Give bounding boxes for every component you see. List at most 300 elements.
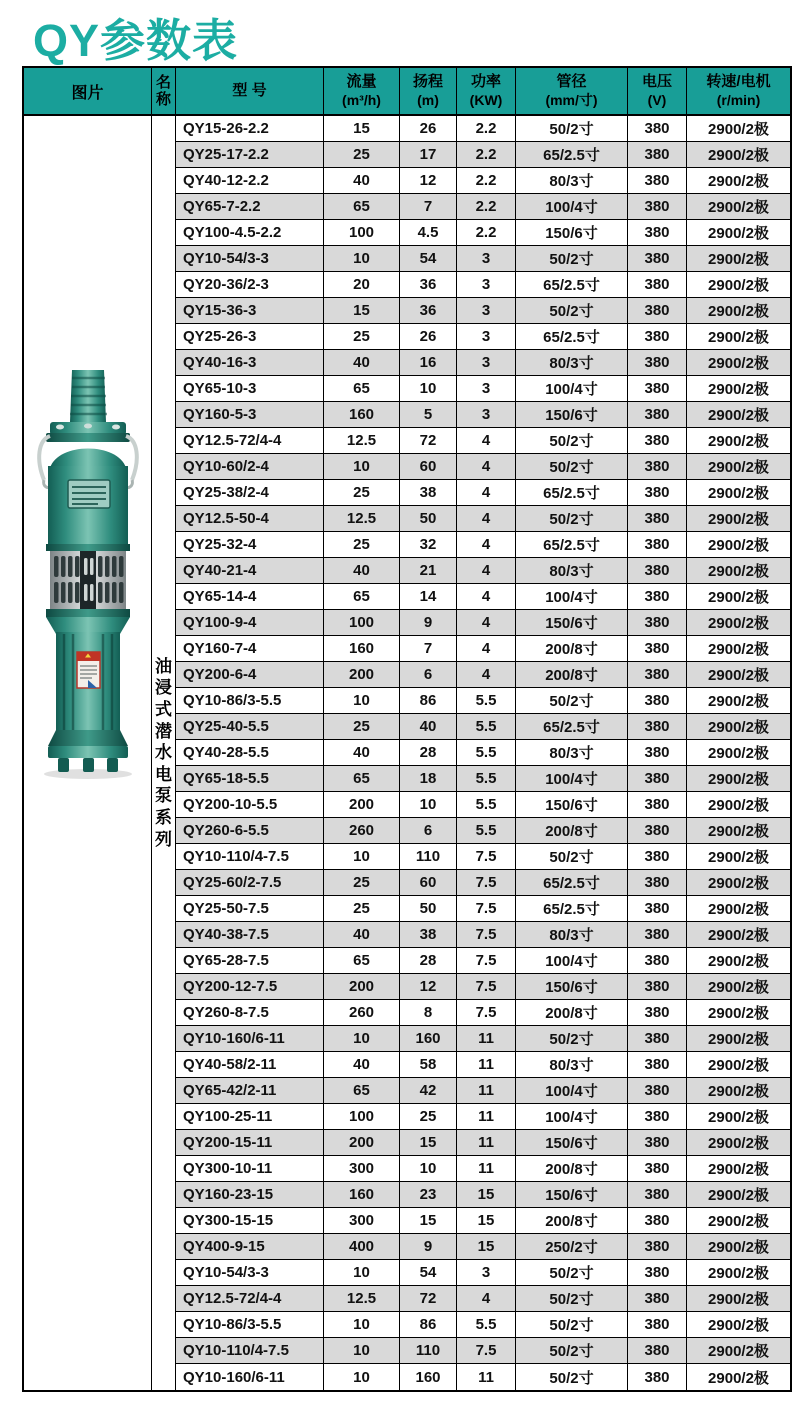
cell-speed: 2900/2极 — [687, 1026, 790, 1052]
cell-diameter: 50/2寸 — [516, 506, 628, 532]
cell-flow: 65 — [324, 584, 400, 610]
cell-model: QY100-25-11 — [176, 1104, 324, 1130]
cell-model: QY40-58/2-11 — [176, 1052, 324, 1078]
cell-flow: 65 — [324, 766, 400, 792]
cell-speed: 2900/2极 — [687, 714, 790, 740]
cell-voltage: 380 — [628, 792, 687, 818]
header-name-label: 名称 — [155, 73, 171, 108]
cell-power: 4 — [457, 532, 516, 558]
cell-flow: 25 — [324, 532, 400, 558]
cell-voltage: 380 — [628, 246, 687, 272]
cell-flow: 15 — [324, 298, 400, 324]
cell-model: QY25-17-2.2 — [176, 142, 324, 168]
cell-speed: 2900/2极 — [687, 922, 790, 948]
cell-flow: 300 — [324, 1208, 400, 1234]
cell-power: 4 — [457, 662, 516, 688]
table-row — [176, 324, 790, 350]
header-speed: 转速/电机 (r/min) — [687, 68, 790, 116]
cell-voltage: 380 — [628, 1000, 687, 1026]
cell-speed: 2900/2极 — [687, 1364, 790, 1390]
cell-power: 15 — [457, 1234, 516, 1260]
header-voltage: 电压 (V) — [628, 68, 687, 116]
cell-power: 15 — [457, 1182, 516, 1208]
cell-power: 5.5 — [457, 1312, 516, 1338]
cell-voltage: 380 — [628, 1026, 687, 1052]
cell-flow: 25 — [324, 714, 400, 740]
cell-head: 9 — [400, 1234, 457, 1260]
cell-model: QY65-14-4 — [176, 584, 324, 610]
table-row — [176, 116, 790, 142]
cell-flow: 25 — [324, 142, 400, 168]
cell-power: 11 — [457, 1026, 516, 1052]
cell-model: QY12.5-72/4-4 — [176, 428, 324, 454]
cell-voltage: 380 — [628, 948, 687, 974]
cell-speed: 2900/2极 — [687, 428, 790, 454]
cell-model: QY25-26-3 — [176, 324, 324, 350]
cell-power: 15 — [457, 1208, 516, 1234]
cell-diameter: 50/2寸 — [516, 1260, 628, 1286]
cell-voltage: 380 — [628, 688, 687, 714]
cell-voltage: 380 — [628, 1208, 687, 1234]
cell-model: QY40-12-2.2 — [176, 168, 324, 194]
cell-voltage: 380 — [628, 610, 687, 636]
table-row — [176, 142, 790, 168]
table-row — [176, 740, 790, 766]
cell-diameter: 150/6寸 — [516, 220, 628, 246]
cell-speed: 2900/2极 — [687, 584, 790, 610]
cell-speed: 2900/2极 — [687, 142, 790, 168]
cell-power: 2.2 — [457, 220, 516, 246]
cell-voltage: 380 — [628, 1156, 687, 1182]
cell-diameter: 100/4寸 — [516, 584, 628, 610]
cell-flow: 100 — [324, 1104, 400, 1130]
cell-flow: 160 — [324, 402, 400, 428]
cell-power: 4 — [457, 506, 516, 532]
table-row — [176, 922, 790, 948]
cell-voltage: 380 — [628, 168, 687, 194]
table-row — [176, 948, 790, 974]
cell-power: 5.5 — [457, 688, 516, 714]
cell-power: 11 — [457, 1104, 516, 1130]
cell-speed: 2900/2极 — [687, 1182, 790, 1208]
cell-speed: 2900/2极 — [687, 1052, 790, 1078]
picture-cell — [24, 116, 151, 1390]
header-model: 型 号 — [176, 68, 324, 116]
cell-diameter: 80/3寸 — [516, 558, 628, 584]
cell-power: 2.2 — [457, 194, 516, 220]
cell-speed: 2900/2极 — [687, 818, 790, 844]
cell-power: 5.5 — [457, 766, 516, 792]
cell-flow: 10 — [324, 454, 400, 480]
cell-diameter: 100/4寸 — [516, 766, 628, 792]
cell-model: QY10-54/3-3 — [176, 246, 324, 272]
cell-speed: 2900/2极 — [687, 1130, 790, 1156]
cell-power: 11 — [457, 1156, 516, 1182]
cell-flow: 15 — [324, 116, 400, 142]
cell-speed: 2900/2极 — [687, 610, 790, 636]
header-power: 功率 (KW) — [457, 68, 516, 116]
table-row — [176, 584, 790, 610]
cell-head: 32 — [400, 532, 457, 558]
cell-model: QY10-60/2-4 — [176, 454, 324, 480]
cell-head: 40 — [400, 714, 457, 740]
cell-model: QY260-8-7.5 — [176, 1000, 324, 1026]
cell-flow: 10 — [324, 844, 400, 870]
cell-model: QY100-4.5-2.2 — [176, 220, 324, 246]
cell-diameter: 80/3寸 — [516, 168, 628, 194]
cell-model: QY40-38-7.5 — [176, 922, 324, 948]
cell-flow: 20 — [324, 272, 400, 298]
table-row — [176, 974, 790, 1000]
table-row — [176, 1182, 790, 1208]
cell-diameter: 200/8寸 — [516, 1000, 628, 1026]
cell-voltage: 380 — [628, 142, 687, 168]
cell-head: 15 — [400, 1208, 457, 1234]
cell-flow: 65 — [324, 1078, 400, 1104]
cell-head: 26 — [400, 324, 457, 350]
cell-head: 7 — [400, 194, 457, 220]
table-row — [176, 272, 790, 298]
cell-speed: 2900/2极 — [687, 948, 790, 974]
cell-head: 6 — [400, 818, 457, 844]
cell-model: QY160-5-3 — [176, 402, 324, 428]
cell-speed: 2900/2极 — [687, 194, 790, 220]
cell-power: 2.2 — [457, 116, 516, 142]
cell-power: 7.5 — [457, 922, 516, 948]
cell-voltage: 380 — [628, 766, 687, 792]
cell-voltage: 380 — [628, 1338, 687, 1364]
cell-power: 7.5 — [457, 974, 516, 1000]
cell-power: 11 — [457, 1078, 516, 1104]
cell-diameter: 100/4寸 — [516, 1078, 628, 1104]
cell-diameter: 150/6寸 — [516, 974, 628, 1000]
cell-head: 72 — [400, 428, 457, 454]
cell-power: 5.5 — [457, 792, 516, 818]
table-row — [176, 1156, 790, 1182]
cell-diameter: 100/4寸 — [516, 1104, 628, 1130]
table-rows — [176, 116, 790, 1390]
cell-power: 2.2 — [457, 142, 516, 168]
cell-head: 16 — [400, 350, 457, 376]
table-row — [176, 532, 790, 558]
cell-power: 4 — [457, 1286, 516, 1312]
cell-power: 11 — [457, 1364, 516, 1390]
cell-model: QY400-9-15 — [176, 1234, 324, 1260]
table-row — [176, 636, 790, 662]
cell-speed: 2900/2极 — [687, 1260, 790, 1286]
cell-diameter: 50/2寸 — [516, 1364, 628, 1390]
page-title: QY参数表 — [33, 15, 239, 66]
cell-diameter: 80/3寸 — [516, 740, 628, 766]
cell-model: QY10-54/3-3 — [176, 1260, 324, 1286]
cell-voltage: 380 — [628, 324, 687, 350]
cell-speed: 2900/2极 — [687, 740, 790, 766]
cell-flow: 40 — [324, 922, 400, 948]
cell-model: QY10-160/6-11 — [176, 1026, 324, 1052]
cell-model: QY260-6-5.5 — [176, 818, 324, 844]
cell-model: QY65-18-5.5 — [176, 766, 324, 792]
cell-flow: 12.5 — [324, 428, 400, 454]
cell-power: 3 — [457, 246, 516, 272]
cell-voltage: 380 — [628, 298, 687, 324]
cell-diameter: 80/3寸 — [516, 922, 628, 948]
cell-diameter: 50/2寸 — [516, 246, 628, 272]
cell-head: 8 — [400, 1000, 457, 1026]
cell-voltage: 380 — [628, 974, 687, 1000]
cell-speed: 2900/2极 — [687, 1234, 790, 1260]
cell-model: QY100-9-4 — [176, 610, 324, 636]
cell-model: QY160-23-15 — [176, 1182, 324, 1208]
cell-voltage: 380 — [628, 1104, 687, 1130]
cell-head: 86 — [400, 688, 457, 714]
cell-voltage: 380 — [628, 532, 687, 558]
cell-head: 54 — [400, 1260, 457, 1286]
table-row — [176, 1338, 790, 1364]
table-row — [176, 194, 790, 220]
cell-voltage: 380 — [628, 1286, 687, 1312]
cell-head: 38 — [400, 480, 457, 506]
cell-speed: 2900/2极 — [687, 298, 790, 324]
cell-flow: 65 — [324, 194, 400, 220]
table-row — [176, 1026, 790, 1052]
cell-model: QY20-36/2-3 — [176, 272, 324, 298]
table-header-row — [176, 68, 790, 116]
parameter-table — [22, 66, 792, 1392]
table-row — [176, 688, 790, 714]
cell-flow: 10 — [324, 1338, 400, 1364]
cell-flow: 300 — [324, 1156, 400, 1182]
cell-speed: 2900/2极 — [687, 766, 790, 792]
series-name-vertical-label: 油浸式潜水电泵系列 — [155, 656, 172, 849]
cell-power: 4 — [457, 610, 516, 636]
cell-diameter: 65/2.5寸 — [516, 142, 628, 168]
cell-flow: 100 — [324, 220, 400, 246]
cell-head: 28 — [400, 740, 457, 766]
cell-model: QY25-60/2-7.5 — [176, 870, 324, 896]
cell-speed: 2900/2极 — [687, 350, 790, 376]
cell-model: QY65-10-3 — [176, 376, 324, 402]
name-column — [152, 68, 176, 1390]
cell-power: 3 — [457, 402, 516, 428]
cell-power: 4 — [457, 480, 516, 506]
cell-head: 50 — [400, 506, 457, 532]
table-row — [176, 1000, 790, 1026]
cell-head: 60 — [400, 870, 457, 896]
cell-head: 5 — [400, 402, 457, 428]
cell-power: 11 — [457, 1052, 516, 1078]
cell-speed: 2900/2极 — [687, 636, 790, 662]
table-row — [176, 1364, 790, 1390]
cell-diameter: 50/2寸 — [516, 116, 628, 142]
cell-power: 11 — [457, 1130, 516, 1156]
table-row — [176, 870, 790, 896]
cell-diameter: 65/2.5寸 — [516, 532, 628, 558]
cell-head: 26 — [400, 116, 457, 142]
cell-flow: 10 — [324, 1026, 400, 1052]
data-column — [176, 68, 790, 1390]
table-row — [176, 714, 790, 740]
cell-model: QY200-6-4 — [176, 662, 324, 688]
cell-voltage: 380 — [628, 714, 687, 740]
cell-flow: 40 — [324, 740, 400, 766]
cell-power: 3 — [457, 324, 516, 350]
cell-model: QY10-86/3-5.5 — [176, 688, 324, 714]
cell-speed: 2900/2极 — [687, 870, 790, 896]
cell-head: 110 — [400, 844, 457, 870]
cell-flow: 40 — [324, 1052, 400, 1078]
cell-voltage: 380 — [628, 350, 687, 376]
cell-model: QY10-86/3-5.5 — [176, 1312, 324, 1338]
cell-model: QY200-15-11 — [176, 1130, 324, 1156]
cell-model: QY200-12-7.5 — [176, 974, 324, 1000]
cell-diameter: 200/8寸 — [516, 1156, 628, 1182]
table-row — [176, 246, 790, 272]
cell-power: 3 — [457, 350, 516, 376]
table-row — [176, 298, 790, 324]
cell-diameter: 200/8寸 — [516, 1208, 628, 1234]
cell-head: 42 — [400, 1078, 457, 1104]
cell-power: 4 — [457, 428, 516, 454]
cell-voltage: 380 — [628, 116, 687, 142]
cell-flow: 25 — [324, 324, 400, 350]
cell-diameter: 50/2寸 — [516, 454, 628, 480]
cell-diameter: 50/2寸 — [516, 1286, 628, 1312]
table-row — [176, 1052, 790, 1078]
cell-diameter: 150/6寸 — [516, 610, 628, 636]
cell-speed: 2900/2极 — [687, 792, 790, 818]
cell-model: QY300-15-15 — [176, 1208, 324, 1234]
cell-flow: 200 — [324, 1130, 400, 1156]
cell-flow: 65 — [324, 376, 400, 402]
cell-model: QY10-110/4-7.5 — [176, 1338, 324, 1364]
cell-flow: 40 — [324, 558, 400, 584]
cell-head: 28 — [400, 948, 457, 974]
cell-model: QY15-36-3 — [176, 298, 324, 324]
cell-head: 9 — [400, 610, 457, 636]
cell-diameter: 250/2寸 — [516, 1234, 628, 1260]
cell-model: QY12.5-50-4 — [176, 506, 324, 532]
cell-head: 160 — [400, 1364, 457, 1390]
cell-speed: 2900/2极 — [687, 324, 790, 350]
cell-speed: 2900/2极 — [687, 1000, 790, 1026]
table-row — [176, 844, 790, 870]
cell-voltage: 380 — [628, 1260, 687, 1286]
cell-speed: 2900/2极 — [687, 116, 790, 142]
cell-head: 10 — [400, 376, 457, 402]
cell-head: 86 — [400, 1312, 457, 1338]
cell-power: 5.5 — [457, 714, 516, 740]
cell-head: 12 — [400, 974, 457, 1000]
cell-speed: 2900/2极 — [687, 1156, 790, 1182]
cell-speed: 2900/2极 — [687, 506, 790, 532]
cell-head: 38 — [400, 922, 457, 948]
cell-speed: 2900/2极 — [687, 1338, 790, 1364]
cell-diameter: 50/2寸 — [516, 428, 628, 454]
cell-head: 18 — [400, 766, 457, 792]
cell-head: 15 — [400, 1130, 457, 1156]
cell-flow: 260 — [324, 818, 400, 844]
header-name — [152, 68, 175, 116]
cell-speed: 2900/2极 — [687, 896, 790, 922]
cell-voltage: 380 — [628, 402, 687, 428]
table-row — [176, 1208, 790, 1234]
cell-power: 4 — [457, 584, 516, 610]
cell-diameter: 65/2.5寸 — [516, 714, 628, 740]
cell-voltage: 380 — [628, 1364, 687, 1390]
cell-diameter: 50/2寸 — [516, 688, 628, 714]
cell-voltage: 380 — [628, 896, 687, 922]
cell-model: QY25-50-7.5 — [176, 896, 324, 922]
cell-flow: 65 — [324, 948, 400, 974]
cell-model: QY40-28-5.5 — [176, 740, 324, 766]
table-row — [176, 506, 790, 532]
cell-flow: 12.5 — [324, 1286, 400, 1312]
header-picture: 图片 — [24, 68, 151, 116]
cell-power: 7.5 — [457, 896, 516, 922]
cell-diameter: 65/2.5寸 — [516, 480, 628, 506]
cell-voltage: 380 — [628, 844, 687, 870]
cell-power: 7.5 — [457, 1000, 516, 1026]
cell-voltage: 380 — [628, 662, 687, 688]
table-row — [176, 168, 790, 194]
table-row — [176, 402, 790, 428]
cell-head: 110 — [400, 1338, 457, 1364]
table-row — [176, 376, 790, 402]
cell-diameter: 50/2寸 — [516, 1026, 628, 1052]
table-row — [176, 792, 790, 818]
cell-flow: 200 — [324, 662, 400, 688]
table-row — [176, 662, 790, 688]
cell-speed: 2900/2极 — [687, 376, 790, 402]
cell-speed: 2900/2极 — [687, 1312, 790, 1338]
cell-head: 36 — [400, 298, 457, 324]
cell-flow: 25 — [324, 896, 400, 922]
cell-flow: 12.5 — [324, 506, 400, 532]
cell-flow: 25 — [324, 870, 400, 896]
cell-speed: 2900/2极 — [687, 558, 790, 584]
cell-model: QY65-28-7.5 — [176, 948, 324, 974]
cell-flow: 160 — [324, 1182, 400, 1208]
cell-flow: 40 — [324, 168, 400, 194]
series-name-cell — [152, 116, 175, 1390]
cell-speed: 2900/2极 — [687, 480, 790, 506]
cell-diameter: 65/2.5寸 — [516, 272, 628, 298]
cell-model: QY25-40-5.5 — [176, 714, 324, 740]
cell-head: 58 — [400, 1052, 457, 1078]
cell-power: 3 — [457, 376, 516, 402]
cell-speed: 2900/2极 — [687, 1208, 790, 1234]
cell-model: QY12.5-72/4-4 — [176, 1286, 324, 1312]
cell-power: 2.2 — [457, 168, 516, 194]
cell-speed: 2900/2极 — [687, 220, 790, 246]
cell-voltage: 380 — [628, 194, 687, 220]
picture-column — [24, 68, 152, 1390]
cell-head: 23 — [400, 1182, 457, 1208]
cell-power: 3 — [457, 272, 516, 298]
cell-speed: 2900/2极 — [687, 974, 790, 1000]
cell-voltage: 380 — [628, 922, 687, 948]
cell-power: 5.5 — [457, 818, 516, 844]
cell-model: QY160-7-4 — [176, 636, 324, 662]
cell-head: 36 — [400, 272, 457, 298]
cell-head: 7 — [400, 636, 457, 662]
header-flow: 流量 (m³/h) — [324, 68, 400, 116]
cell-voltage: 380 — [628, 740, 687, 766]
cell-model: QY40-16-3 — [176, 350, 324, 376]
cell-flow: 160 — [324, 636, 400, 662]
cell-speed: 2900/2极 — [687, 454, 790, 480]
cell-power: 5.5 — [457, 740, 516, 766]
